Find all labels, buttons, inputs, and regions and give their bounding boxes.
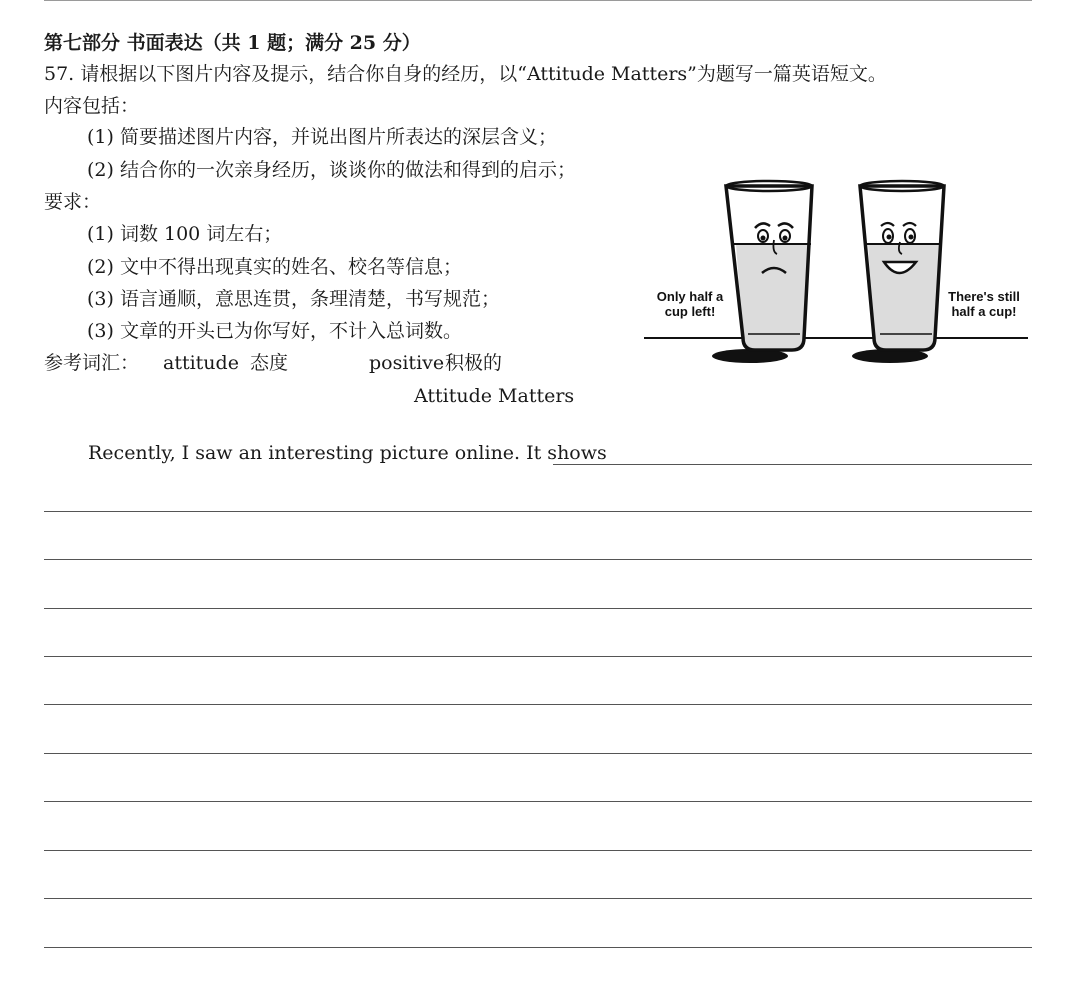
answer-line[interactable]: [44, 704, 1032, 705]
content-item-2: (2) 结合你的一次亲身经历，谈谈你的做法和得到的启示；: [87, 159, 576, 181]
reference-vocabulary: [44, 350, 502, 376]
requirement-1: (1) 词数 100 词左右；: [87, 223, 283, 245]
answer-line[interactable]: [44, 898, 1032, 899]
content-item-1: (1) 简要描述图片内容，并说出图片所表达的深层含义；: [87, 126, 557, 148]
essay-title: Attitude Matters: [414, 385, 575, 407]
answer-line[interactable]: [44, 656, 1032, 657]
answer-line[interactable]: [44, 511, 1032, 512]
requirement-2: (2) 文中不得出现真实的姓名、校名等信息；: [87, 256, 462, 278]
answer-line[interactable]: [44, 850, 1032, 851]
sad-glass: [726, 181, 812, 350]
right-caption-line2: half a cup!: [951, 304, 1017, 319]
answer-line[interactable]: [44, 801, 1032, 802]
top-rule: [44, 0, 1032, 1]
section-title: 第七部分 书面表达（共 1 题；满分 25 分）: [44, 32, 421, 54]
left-caption-line2: cup left!: [664, 304, 716, 319]
answer-line[interactable]: [44, 753, 1032, 754]
right-caption-line1: There's still: [948, 289, 1020, 304]
vocab-meaning: 积极的: [445, 352, 503, 374]
essay-opening: Recently, I saw an interesting picture online. It shows: [88, 442, 607, 464]
vocab-word: positive: [369, 352, 445, 374]
left-caption-line1: Only half a: [656, 289, 724, 304]
requirement-4: (3) 文章的开头已为你写好，不计入总词数。: [87, 320, 462, 342]
content-heading: 内容包括：: [44, 95, 140, 117]
requirements-heading: 要求：: [44, 191, 102, 213]
half-glass-illustration: [640, 128, 1032, 378]
answer-line[interactable]: [44, 559, 1032, 560]
vocab-word: attitude: [163, 352, 239, 374]
answer-line[interactable]: [44, 608, 1032, 609]
question-stem: 57. 请根据以下图片内容及提示，结合你自身的经历，以“Attitude Matters”为题写一篇英语短文。: [44, 63, 887, 85]
answer-line[interactable]: [553, 464, 1032, 465]
answer-line[interactable]: [44, 947, 1032, 948]
vocab-meaning: 态度: [250, 352, 289, 374]
vocab-label: 参考词汇：: [44, 352, 140, 374]
happy-glass: [860, 181, 944, 350]
requirement-3: (3) 语言通顺，意思连贯，条理清楚，书写规范；: [87, 288, 500, 310]
